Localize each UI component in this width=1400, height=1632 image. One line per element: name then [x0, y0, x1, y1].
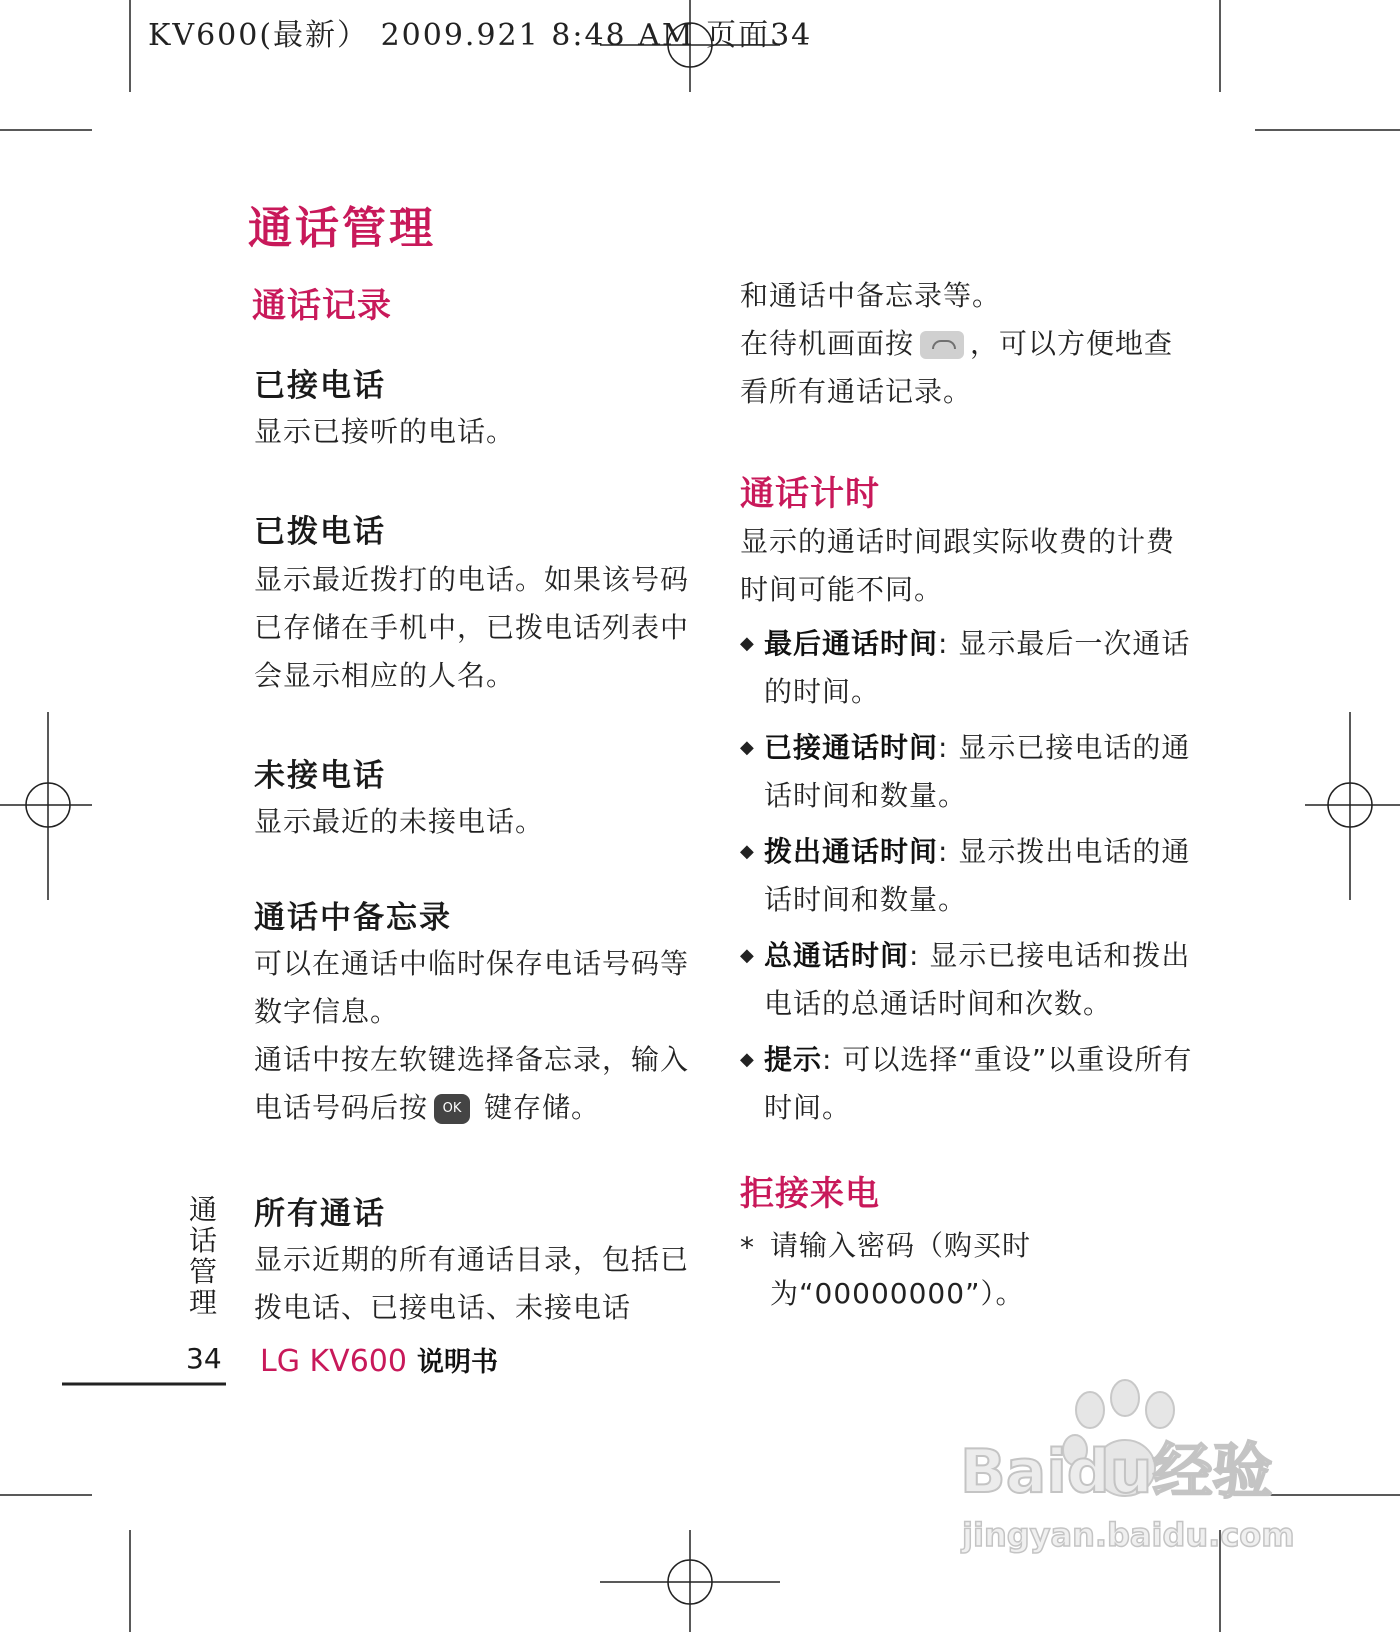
bullet-term: 拨出通话时间 — [764, 835, 939, 868]
footer-brand — [260, 1340, 498, 1379]
all-calls-text-continued: 和通话中备忘录等。 — [740, 279, 1002, 312]
bullet-dialed-call-time — [740, 828, 1204, 924]
all-calls-text: 显示近期的所有通话目录，包括已拨电话、已接电话、未接电话 — [254, 1243, 690, 1324]
side-tab-label: 通话管理 — [188, 1193, 217, 1319]
missed-calls-text: 显示最近的未接电话。 — [254, 805, 545, 838]
call-memo-text-2-before: 通话中按左软键选择备忘录，输入电话号码后按 — [254, 1043, 690, 1124]
section-title-call-log: 通话记录 — [252, 286, 392, 326]
call-memo-text-2 — [254, 1036, 694, 1132]
standby-text-before: 在待机画面按 — [740, 327, 915, 360]
call-timer-intro: 显示的通话时间跟实际收费的计费时间可能不同。 — [740, 525, 1176, 606]
bullet-received-call-time — [740, 724, 1204, 820]
bullet-desc: : 显示已接电话和拨出电话的总通话时间和次数。 — [764, 939, 1191, 1020]
call-timer-bullet-list — [740, 620, 1204, 1132]
bullet-term: 已接通话时间 — [764, 731, 939, 764]
baidu-jingyan-watermark — [940, 1370, 1320, 1570]
section-title-call-timer: 通话计时 — [740, 474, 880, 514]
bullet-term: 最后通话时间 — [764, 627, 939, 660]
bullet-term: 提示 — [764, 1043, 823, 1076]
bullet-desc: : 显示拨出电话的通话时间和数量。 — [764, 835, 1191, 916]
print-slug: KV600(最新） 2009.921 8:48 AM 页面34 — [148, 18, 813, 53]
dialed-calls-text: 显示最近拨打的电话。如果该号码已存储在手机中，已拨电话列表中会显示相应的人名。 — [254, 563, 690, 692]
diamond-bullet-icon: ◆ — [740, 945, 755, 966]
subtitle-received-calls: 已接电话 — [254, 368, 386, 404]
bullet-desc: : 可以选择“重设”以重设所有时间。 — [764, 1043, 1193, 1124]
subtitle-call-memo: 通话中备忘录 — [254, 900, 452, 936]
bullet-desc: : 显示最后一次通话的时间。 — [764, 627, 1191, 708]
bullet-tip — [740, 1036, 1204, 1132]
watermark-logo: Baidu经验 — [960, 1437, 1273, 1507]
ok-key-icon: OK — [434, 1094, 470, 1124]
bullet-term: 总通话时间 — [764, 939, 910, 972]
standby-call-log-text — [740, 320, 1180, 416]
received-calls-text: 显示已接听的电话。 — [254, 415, 516, 448]
diamond-bullet-icon: ◆ — [740, 737, 755, 758]
call-memo-text-1: 可以在通话中临时保存电话号码等数字信息。 — [254, 947, 690, 1028]
diamond-bullet-icon: ◆ — [740, 1049, 755, 1070]
reject-call-note-text: 请输入密码（购买时为“00000000”）。 — [770, 1229, 1032, 1310]
bullet-last-call-time — [740, 620, 1204, 716]
diamond-bullet-icon: ◆ — [740, 841, 755, 862]
footer-brand-suffix: 说明书 — [416, 1347, 498, 1378]
section-title-reject-call: 拒接来电 — [740, 1174, 880, 1214]
bullet-total-call-time — [740, 932, 1204, 1028]
asterisk-mark: * — [740, 1231, 755, 1264]
reject-call-note — [740, 1222, 1110, 1318]
call-memo-text-2-after: 键存储。 — [484, 1091, 601, 1124]
watermark-url: jingyan.baidu.com — [962, 1516, 1295, 1554]
subtitle-missed-calls: 未接电话 — [254, 758, 386, 794]
bullet-desc: : 显示已接电话的通话时间和数量。 — [764, 731, 1191, 812]
subtitle-dialed-calls: 已拨电话 — [254, 514, 386, 550]
standby-text-after: ，可以方便地查看所有通话记录。 — [740, 327, 1174, 408]
page-number: 34 — [186, 1342, 222, 1375]
page-title: 通话管理 — [248, 203, 436, 254]
subtitle-all-calls: 所有通话 — [254, 1196, 386, 1232]
end-key-icon — [920, 331, 964, 359]
diamond-bullet-icon: ◆ — [740, 633, 755, 654]
footer-brand-model: LG KV600 — [260, 1344, 407, 1379]
